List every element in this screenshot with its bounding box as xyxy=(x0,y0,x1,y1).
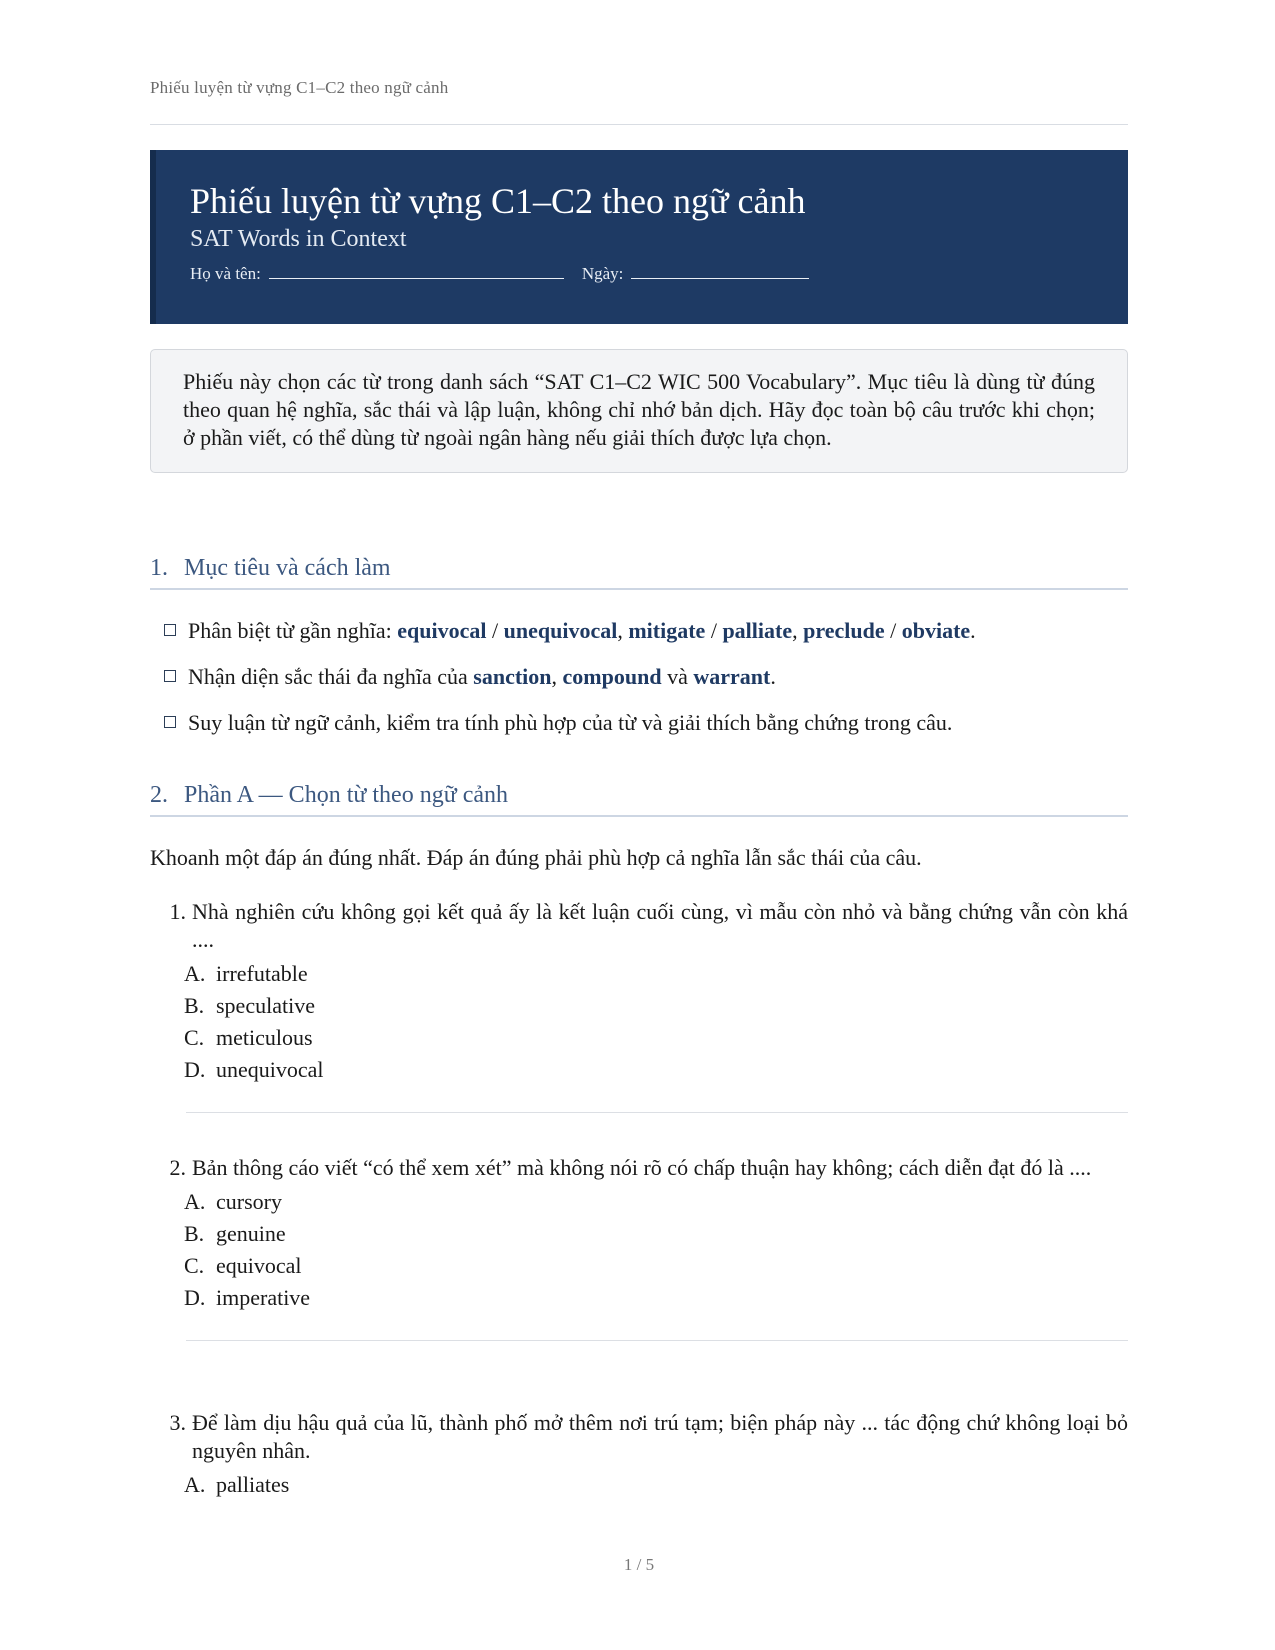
checkbox-icon xyxy=(164,716,176,728)
answer-option[interactable] xyxy=(184,990,1128,1022)
option-text: unequivocal xyxy=(216,1057,324,1082)
answer-option[interactable] xyxy=(184,1218,1128,1250)
option-letter: A. xyxy=(184,1472,206,1497)
option-text: genuine xyxy=(216,1221,286,1246)
question-item xyxy=(150,1154,1128,1341)
answer-option[interactable] xyxy=(184,958,1128,990)
answer-option[interactable] xyxy=(184,1469,1128,1501)
instructions-text: Khoanh một đáp án đúng nhất. Đáp án đúng phải phù hợp cả nghĩa lẫn sắc thái của câu. xyxy=(150,845,922,870)
option-letter: D. xyxy=(184,1057,206,1082)
answer-options xyxy=(184,958,1128,1086)
question-divider xyxy=(186,1112,1128,1113)
section-number: 2. xyxy=(150,782,168,808)
keyword: palliate xyxy=(722,618,793,643)
worksheet-subtitle: SAT Words in Context xyxy=(190,226,407,252)
option-letter: B. xyxy=(184,993,205,1018)
question-stem: Nhà nghiên cứu không gọi kết quả ấy là kết luận cuối cùng, vì mẫu còn nhỏ và bằng chứng vẫn còn khá .... xyxy=(192,899,1128,952)
section-number: 1. xyxy=(150,555,168,581)
keyword: obviate xyxy=(901,618,971,643)
running-header: Phiếu luyện từ vựng C1–C2 theo ngữ cảnh xyxy=(150,78,449,97)
section-title: Mục tiêu và cách làm xyxy=(184,555,391,581)
keyword: sanction xyxy=(473,664,552,689)
question-stem: Để làm dịu hậu quả của lũ, thành phố mở thêm nơi trú tạm; biện pháp này ... tác động chứ không loại bỏ nguyên nhân. xyxy=(192,1410,1128,1463)
option-letter: C. xyxy=(184,1025,205,1050)
checkbox-icon xyxy=(164,670,176,682)
option-letter: A. xyxy=(184,961,206,986)
keyword: warrant xyxy=(693,664,771,689)
keyword: equivocal xyxy=(397,618,487,643)
objectives-list xyxy=(164,617,1128,755)
option-text: equivocal xyxy=(216,1253,302,1278)
title-banner xyxy=(150,150,1128,324)
option-text: palliates xyxy=(216,1472,290,1497)
option-letter: A. xyxy=(184,1189,206,1214)
option-text: irrefutable xyxy=(216,961,308,986)
answer-option[interactable] xyxy=(184,1282,1128,1314)
section-heading-objectives xyxy=(150,555,1128,590)
option-text: speculative xyxy=(216,993,315,1018)
question-item xyxy=(150,898,1128,1113)
name-label: Họ và tên: xyxy=(190,264,261,283)
checkbox-icon xyxy=(164,624,176,636)
intro-text: Phiếu này chọn các từ trong danh sách “SAT C1–C2 WIC 500 Vocabulary”. Mục tiêu là dùng từ đúng theo quan hệ nghĩa, sắc thái và lập luận, không chỉ nhớ bản dịch. Hãy đọc toàn bộ câu trước khi chọn; ở phần viết, có thể dùng từ ngoài ngân hàng nếu giải thích được lựa chọn. xyxy=(183,369,1095,450)
answer-options xyxy=(184,1186,1128,1314)
answer-option[interactable] xyxy=(184,1022,1128,1054)
objective-item xyxy=(164,617,1128,663)
name-field[interactable] xyxy=(269,264,564,279)
keyword: preclude xyxy=(803,618,885,643)
answer-options xyxy=(184,1469,1128,1501)
question-number: 2. xyxy=(169,1155,186,1180)
option-letter: C. xyxy=(184,1253,205,1278)
keyword: unequivocal xyxy=(503,618,618,643)
header-divider xyxy=(150,124,1128,125)
keyword: compound xyxy=(562,664,662,689)
date-label: Ngày: xyxy=(581,264,624,283)
section-heading-part-a xyxy=(150,782,1128,817)
student-fields xyxy=(190,264,1128,284)
intro-box xyxy=(150,349,1128,473)
option-text: cursory xyxy=(216,1189,282,1214)
objective-text: Phân biệt từ gần nghĩa: equivocal / unequivocal, mitigate / palliate, preclude / obviate. xyxy=(188,618,976,643)
option-letter: D. xyxy=(184,1285,206,1310)
option-text: meticulous xyxy=(216,1025,313,1050)
page-number: 1 / 5 xyxy=(623,1555,655,1574)
section-title: Phần A — Chọn từ theo ngữ cảnh xyxy=(184,782,508,808)
option-text: imperative xyxy=(216,1285,311,1310)
answer-option[interactable] xyxy=(184,1250,1128,1282)
worksheet-title: Phiếu luyện từ vựng C1–C2 theo ngữ cảnh xyxy=(190,181,806,221)
option-letter: B. xyxy=(184,1221,205,1246)
question-item xyxy=(150,1409,1128,1501)
objective-item xyxy=(164,709,1128,755)
answer-option[interactable] xyxy=(184,1054,1128,1086)
question-divider xyxy=(186,1340,1128,1341)
objective-text: Nhận diện sắc thái đa nghĩa của sanction, compound và warrant. xyxy=(188,664,776,689)
question-stem: Bản thông cáo viết “có thể xem xét” mà không nói rõ có chấp thuận hay không; cách diễn đạt đó là .... xyxy=(192,1155,1092,1180)
question-number: 1. xyxy=(169,899,186,924)
answer-option[interactable] xyxy=(184,1186,1128,1218)
objective-item xyxy=(164,663,1128,709)
objective-text: Suy luận từ ngữ cảnh, kiểm tra tính phù hợp của từ và giải thích bằng chứng trong câu. xyxy=(188,710,953,735)
date-field[interactable] xyxy=(631,264,809,279)
question-number: 3. xyxy=(169,1410,186,1435)
keyword: mitigate xyxy=(628,618,706,643)
